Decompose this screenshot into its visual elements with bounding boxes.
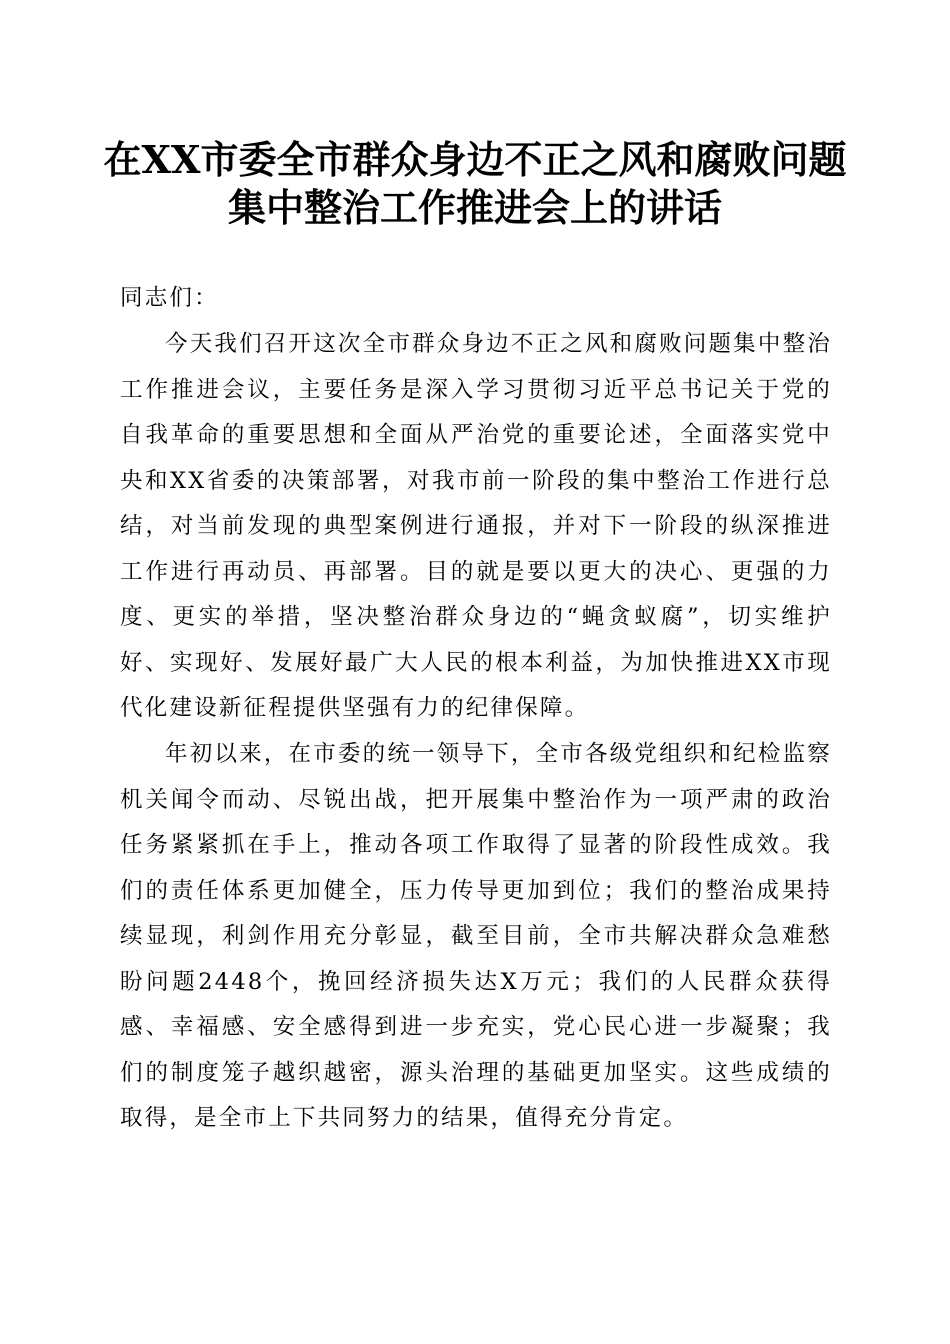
document-title-line-2: 集中整治工作推进会上的讲话 [227,185,722,230]
paragraph-1: 今天我们召开这次全市群众身边不正之风和腐败问题集中整治工作推进会议，主要任务是深入学习贯彻习近平总书记关于党的自我革命的重要思想和全面从严治党的重要论述，全面落实党中央和XX省委的决策部署，对我市前一阶段的集中整治工作进行总结，对当前发现的典型案例进行通报，并对下一阶段的纵深推进工作进行再动员、再部署。目的就是要以更大的决心、更强的力度、更实的举措，坚决整治群众身边的“蝇贪蚁腐”，切实维护好、实现好、发展好最广大人民的根本利益，为加快推进XX市现代化建设新征程提供坚强有力的纪律保障。 [120,331,832,721]
salutation: 同志们： [120,285,219,311]
document-title-line-1: 在XX市委全市群众身边不正之风和腐败问题 [103,137,847,182]
paragraph-2: 年初以来，在市委的统一领导下，全市各级党组织和纪检监察机关闻令而动、尽锐出战，把开展集中整治作为一项严肃的政治任务紧紧抓在手上，推动各项工作取得了显著的阶段性成效。我们的责任体系更加健全，压力传导更加到位；我们的整治成果持续显现，利剑作用充分彰显，截至目前，全市共解决群众急难愁盼问题2448个，挽回经济损失达X万元；我们的人民群众获得感、幸福感、安全感得到进一步充实，党心民心进一步凝聚；我们的制度笼子越织越密，源头治理的基础更加坚实。这些成绩的取得，是全市上下共同努力的结果，值得充分肯定。 [120,741,832,1131]
